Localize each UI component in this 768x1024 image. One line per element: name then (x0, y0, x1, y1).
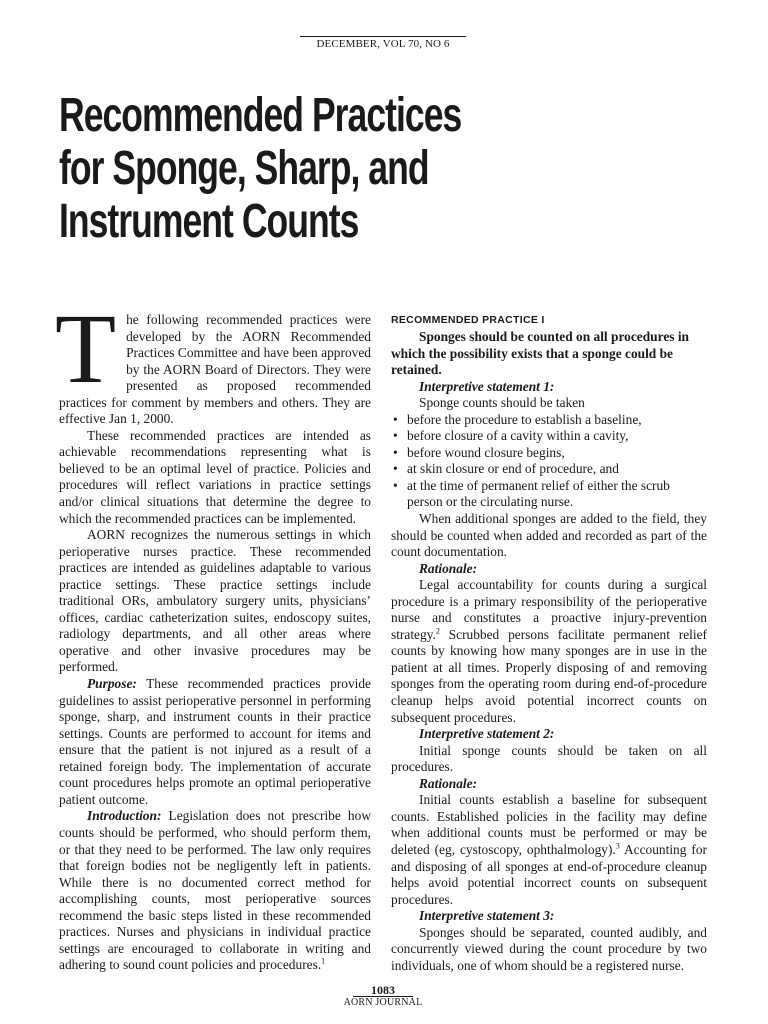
settings-paragraph: AORN recognizes the numerous settings in which perioperative nurses practice. These recommended practices are intended as guidelines adaptable to various practice settings. These practice settings include traditional ORs, ambulatory surgery units, physicians’ offices, cardiac catheterization suites, endoscopy suites, radiology departments, and all other areas where operative and other invasive procedures may be performed. (59, 527, 371, 675)
rationale-1-text-b: Scrubbed persons facilitate permanent relief counts by knowing how many sponges are in use in the patient at all times. Properly disposing of and removing sponges from the operating room during end-of-procedure cleanup helps avoid potential incorrect counts on subsequent procedures. (391, 626, 707, 725)
rationale-1-text-a: Legal accountability for counts during a surgical procedure is a primary responsibility of the perioperative nurse and constitutes a proactive injury-prevention strategy. (391, 577, 707, 642)
rationale-1-label: Rationale: (419, 560, 478, 576)
introduction-label: Introduction: (87, 808, 162, 824)
intro-text: he following recommended practices were developed by the AORN Recommended Practices Committee and have been approved by the AORN Board of Directors. They were presented as proposed recommended practices for comment by members and others. They are effective Jan 1, 2000. (59, 312, 371, 427)
issue-header: DECEMBER, VOL 70, NO 6 (300, 36, 466, 50)
reference-marker: 2 (435, 626, 440, 636)
purpose-paragraph (59, 676, 371, 808)
recommended-practice-statement: Sponges should be counted on all procedures in which the possibility exists that a sponge could be retained. (391, 329, 689, 378)
reference-marker: 3 (615, 841, 620, 851)
title-line-2: for Sponge, Sharp, and (59, 142, 429, 195)
rationale-1-paragraph (391, 577, 707, 726)
list-item: • before closure of a cavity within a cavity, (391, 428, 707, 445)
purpose-label: Purpose: (87, 676, 137, 692)
achievable-paragraph: These recommended practices are intended as achievable recommendations representing what is believed to be an optimal level of practice. Policies and procedures will reflect variations in practice settings and/or clinical situations that determine the degree to which the recommended practices can be implemented. (59, 427, 371, 526)
page-footer (338, 984, 428, 1008)
interpretive-statement-3-label: Interpretive statement 3: (419, 908, 555, 924)
right-column (391, 312, 707, 974)
introduction-paragraph (59, 808, 371, 973)
journal-name: AORN JOURNAL (343, 997, 423, 1008)
left-column (55, 293, 371, 974)
intro-paragraph (55, 293, 371, 428)
interpretive-statement-1-lead: Sponge counts should be taken (419, 395, 585, 411)
title-line-3: Instrument Counts (59, 195, 359, 248)
interpretive-statement-3-text: Sponges should be separated, counted audibly, and concurrently viewed during the count procedure by two individuals, one of whom should be a registered nurse. (391, 924, 707, 973)
interpretive-statement-1-label: Interpretive statement 1: (419, 378, 555, 394)
reference-marker: 1 (321, 956, 326, 966)
page-number: 1083 (353, 985, 413, 997)
count-timing-list (391, 412, 707, 511)
list-item: • at the time of permanent relief of either the scrub person or the circulating nurse. (391, 478, 707, 511)
rationale-2-label: Rationale: (419, 775, 478, 791)
rationale-2-paragraph (391, 792, 707, 908)
interpretive-statement-2-label: Interpretive statement 2: (419, 726, 555, 742)
additional-sponges-paragraph: When additional sponges are added to the field, they should be counted when added and recorded as part of the count documentation. (391, 511, 707, 560)
title-line-1: Recommended Practices (59, 89, 462, 142)
list-item: • at skin closure or end of procedure, and (391, 461, 707, 478)
rationale-2-text-a: Initial counts establish a baseline for subsequent counts. Established policies in the facility may define when additional counts must be performed or may be deleted (eg, cystoscopy, ophthalmology). (391, 792, 707, 857)
article-title (59, 89, 461, 248)
recommended-practice-label: RECOMMENDED PRACTICE I (391, 314, 545, 326)
list-item: • before the procedure to establish a baseline, (391, 412, 707, 429)
purpose-text: These recommended practices provide guidelines to assist perioperative personnel in performing sponge, sharp, and instrument counts in their practice settings. Counts are performed to account for items and ensure that the patient is not injured as a result of a retained foreign body. The implementation of accurate count procedures helps promote an optimal perioperative patient outcome. (59, 676, 371, 807)
rationale-2-text-b: Accounting for and disposing of all sponges at end-of-procedure cleanup helps avoid potential incorrect counts on subsequent procedures. (391, 841, 707, 907)
interpretive-statement-2-text: Initial sponge counts should be taken on all procedures. (391, 742, 707, 775)
list-item: • before wound closure begins, (391, 445, 707, 462)
drop-cap: T (55, 293, 117, 404)
introduction-text: Legislation does not prescribe how counts should be performed, who should perform them, or that they need to be performed. The law only requires that foreign bodies not be negligently left in patients. While there is no documented correct method for accomplishing counts, most perioperative sources recommend the basic steps listed in these recommended practices. Nurses and physicians in individual practice settings are encouraged to collaborate in writing and adhering to sound count policies and procedures. (59, 808, 371, 973)
